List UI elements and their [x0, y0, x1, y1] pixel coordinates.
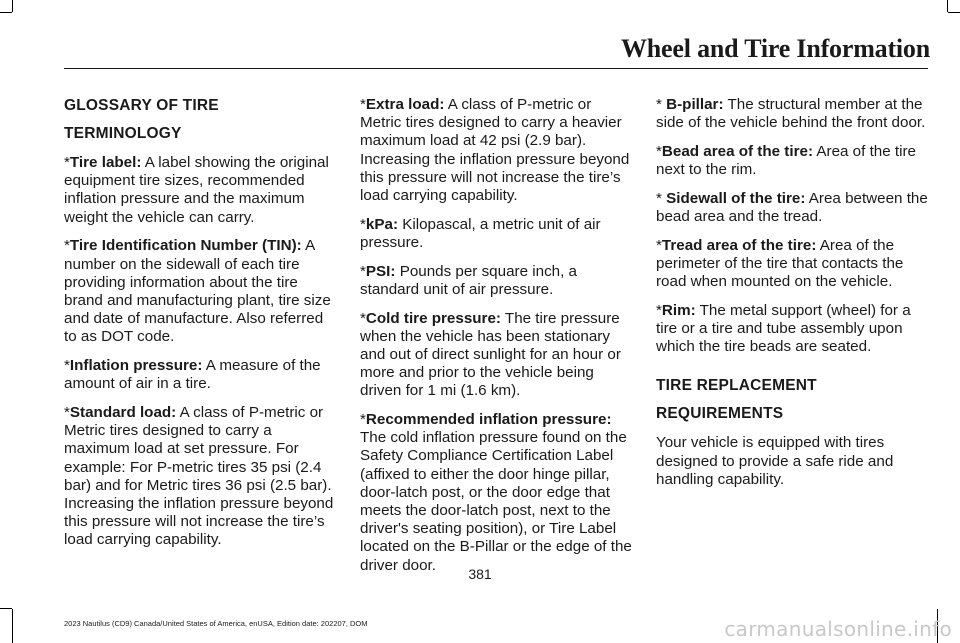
glossary-definition: Kilopascal, a metric unit of air pressure.	[360, 215, 601, 251]
glossary-entry: *PSI: Pounds per square inch, a standard unit of air pressure.	[360, 262, 577, 298]
body-paragraph: Your vehicle is equipped with tires designed to provide a safe ride and handling capability.	[656, 434, 894, 488]
glossary-entry: *Standard load: A class of P-metric or Metric tires designed to carry a maximum load at set pressure. For example: For P-metric tires 35 psi (2.4 bar) and for Metric tires 36 psi (2.5 bar). Increasing the inflation pressure beyond this pressure will not increase the tire’s load carrying capability.	[64, 403, 334, 549]
glossary-entry: *Tire Identification Number (TIN): A number on the sidewall of each tire providing information about the tire brand and manufacturing plant, tire size and date of manufacture. Also referred to as DOT code.	[64, 237, 331, 346]
glossary-definition: A number on the sidewall of each tire providing information about the tire brand and manufacturing plant, tire size and date of manufacture. Also referred to as DOT code.	[64, 237, 331, 346]
page-title: Wheel and Tire Information	[621, 34, 930, 63]
glossary-definition: Area between the bead area and the tread.	[656, 189, 928, 226]
glossary-term: kPa:	[365, 215, 399, 233]
glossary-entry: *Tread area of the tire: Area of the perimeter of the tire that contacts the road when mounted on the vehicle.	[656, 236, 904, 291]
glossary-definition: A label showing the original equipment tire sizes, recommended inflation pressure and the maximum weight the vehicle can carry.	[64, 154, 329, 226]
crop-mark	[0, 12, 12, 13]
glossary-term: Recommended inflation pressure:	[365, 411, 612, 429]
glossary-term: Cold tire pressure:	[365, 309, 501, 327]
glossary-term: PSI:	[365, 262, 396, 280]
crop-mark	[12, 0, 13, 12]
heading-line: REQUIREMENTS	[656, 405, 784, 423]
crop-mark	[0, 608, 12, 609]
glossary-term: Tire Identification Number (TIN):	[69, 237, 302, 255]
column-2	[360, 96, 632, 585]
section-heading-glossary	[64, 96, 336, 144]
glossary-definition: Area of the perimeter of the tire that contacts the road when mounted on the vehicle.	[656, 236, 904, 291]
glossary-entry: * B-pillar: The structural member at the side of the vehicle behind the front door.	[656, 96, 926, 132]
glossary-entry: *Bead area of the tire: Area of the tire next to the rim.	[656, 142, 916, 179]
section-heading-replacement	[656, 376, 928, 424]
column-1	[64, 96, 336, 560]
glossary-definition: Area of the tire next to the rim.	[656, 142, 916, 179]
glossary-entry: * Sidewall of the tire: Area between the bead area and the tread.	[656, 189, 928, 226]
glossary-entry: *Recommended inflation pressure: The cold inflation pressure found on the Safety Compliance Certification Label (affixed to either the door hinge pillar, door-latch post, or the door edge that meets the door-latch post, next to the driver's seating position), or Tire Label located on the B-Pillar or the edge of the driver door.	[360, 411, 632, 574]
glossary-term: Extra load:	[365, 96, 445, 113]
glossary-entry: *Cold tire pressure: The tire pressure when the vehicle has been stationary and out of direct sunlight for an hour or more and prior to the vehicle being driven for 1 mi (1.6 km).	[360, 309, 621, 400]
page-number: 381	[468, 566, 492, 582]
glossary-definition: A class of P-metric or Metric tires designed to carry a maximum load at set pressure. For example: For P-metric tires 35 psi (2.4 bar) and for Metric tires 36 psi (2.5 bar). Increasing the inflation pressure beyond this pressure will not increase the tire’s load carrying capability.	[64, 403, 334, 549]
header-divider	[64, 68, 928, 69]
crop-mark	[947, 0, 948, 12]
crop-mark	[948, 12, 960, 13]
heading-line: TIRE REPLACEMENT	[656, 377, 817, 395]
glossary-term: Standard load:	[69, 403, 177, 421]
glossary-definition: A class of P-metric or Metric tires designed to carry a heavier maximum load at 42 psi (2.9 bar). Increasing the inflation pressure beyond this pressure will not increase the tire’s load carrying capability.	[360, 96, 630, 205]
glossary-term: Tread area of the tire:	[661, 236, 817, 254]
glossary-definition: The cold inflation pressure found on the Safety Compliance Certification Label (affixed to either the door hinge pillar, door-latch post, or the door edge that meets the door-latch post, next to the driver's seating position), or Tire Label located on the B-Pillar or the edge of the driver door.	[360, 429, 632, 574]
glossary-definition: The structural member at the side of the vehicle behind the front door.	[656, 96, 926, 132]
glossary-term: Rim:	[661, 301, 696, 319]
glossary-term: Tire label:	[69, 154, 142, 171]
column-3	[656, 96, 928, 500]
glossary-entry: *Inflation pressure: A measure of the amount of air in a tire.	[64, 357, 321, 393]
glossary-definition: The tire pressure when the vehicle has been stationary and out of direct sunlight for an hour or more and prior to the vehicle being driven for 1 mi (1.6 km).	[360, 309, 621, 400]
glossary-definition: The metal support (wheel) for a tire or a tire and tube assembly upon which the tire beads are seated.	[656, 301, 911, 356]
glossary-entry: *Tire label: A label showing the original equipment tire sizes, recommended inflation pressure and the maximum weight the vehicle can carry.	[64, 154, 329, 226]
heading-line: TERMINOLOGY	[64, 125, 182, 142]
glossary-term: Inflation pressure:	[69, 357, 203, 375]
glossary-entry: *Extra load: A class of P-metric or Metric tires designed to carry a heavier maximum load at 42 psi (2.9 bar). Increasing the inflation pressure beyond this pressure will not increase the tire’s load carrying capability.	[360, 96, 630, 205]
crop-mark	[12, 609, 13, 643]
glossary-entry: *Rim: The metal support (wheel) for a tire or a tire and tube assembly upon which the tire beads are seated.	[656, 301, 911, 356]
glossary-entry: *kPa: Kilopascal, a metric unit of air pressure.	[360, 215, 601, 251]
glossary-term: Sidewall of the tire:	[666, 189, 806, 207]
glossary-definition: A measure of the amount of air in a tire.	[64, 357, 321, 393]
glossary-definition: Pounds per square inch, a standard unit of air pressure.	[360, 262, 577, 298]
glossary-term: Bead area of the tire:	[661, 142, 813, 160]
watermark: carmanualsonline.info	[724, 617, 952, 641]
edition-footer: 2023 Nautilus (CD9) Canada/United States of America, enUSA, Edition date: 202207, DOM	[64, 619, 368, 628]
heading-line: GLOSSARY OF TIRE	[64, 97, 219, 114]
glossary-term: B-pillar:	[666, 96, 724, 113]
